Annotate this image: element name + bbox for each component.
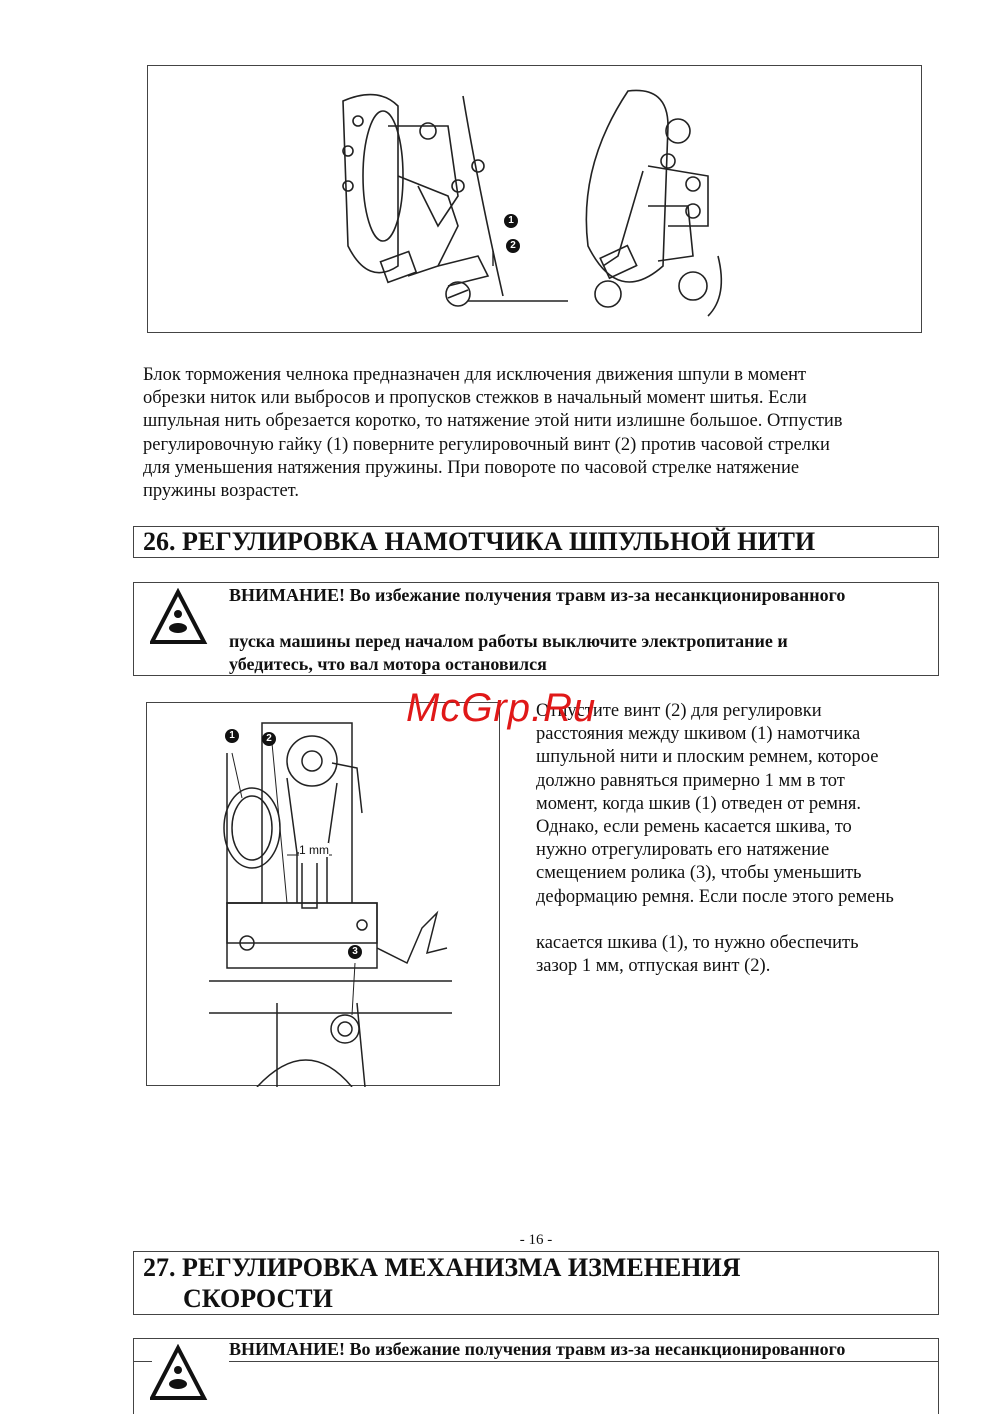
text-line: обрезки ниток или выбросов и пропусков стежков в начальный момент шитья. Если [143,388,807,409]
hand-hazard-warning-icon [150,1344,210,1404]
watermark: McGrp.Ru [406,686,597,730]
blank-line [536,909,956,932]
text-line: расстояния между шкивом (1) намотчика [536,724,861,745]
callout-1: 1 [504,214,518,228]
text-line: шпульная нить обрезается коротко, то натяжение этой нити излишне большое. Отпустив [143,411,843,432]
section-27-heading-box [133,1251,939,1315]
text-line: должно равняться примерно 1 мм в тот [536,770,845,791]
callout-2: 2 [262,732,276,746]
warning-box [133,582,939,676]
warning-line: убедитесь, что вал мотора остановился [229,654,547,674]
text-line: для уменьшения натяжения пружины. При повороте по часовой стрелке натяжение [143,457,800,478]
dimension-label: 1 mm [299,843,329,857]
callout-2: 2 [506,239,520,253]
section-27-title-line1: 27. РЕГУЛИРОВКА МЕХАНИЗМА ИЗМЕНЕНИЯ [143,1253,741,1282]
warning-box-2 [133,1338,939,1414]
divider [229,1361,938,1362]
bobbin-winder-illustration [147,703,501,1087]
bobbin-winder-instructions [536,700,956,978]
text-line: нужно отрегулировать его натяжение [536,840,830,861]
text-line: Блок торможения челнока предназначен для исключения движения шпули в момент [143,365,807,385]
text-line: смещением ролика (3), чтобы уменьшить [536,863,862,884]
callout-3: 3 [348,945,362,959]
text-line: шпульной нити и плоским ремнем, которое [536,747,879,768]
text-line: пружины возрастет. [143,481,300,502]
brake-description [143,364,943,503]
text-line: деформацию ремня. Если после этого ремень [536,886,894,907]
text-line: Отпустите винт (2) для регулировки [536,701,822,721]
text-line: касается шкива (1), то нужно обеспечить [536,933,859,954]
text-line: момент, когда шкив (1) отведен от ремня. [536,793,862,814]
brake-figure-frame [147,65,922,333]
warning-line: ВНИМАНИЕ! Во избежание получения травм из-за несанкционированного [229,1339,846,1359]
text-line: Однако, если ремень касается шкива, то [536,817,852,838]
warning-line: ВНИМАНИЕ! Во избежание получения травм из-за несанкционированного [229,585,846,605]
section-27-title-line2: СКОРОСТИ [183,1284,333,1313]
section-26-title: 26. РЕГУЛИРОВКА НАМОТЧИКА ШПУЛЬНОЙ НИТИ [143,527,816,556]
page-number: - 16 - [519,1232,553,1248]
bobbin-winder-figure-frame [146,702,500,1086]
shuttle-brake-illustration [148,66,923,334]
hand-hazard-warning-icon [150,588,210,648]
warning-line: пуска машины перед началом работы выключите электропитание и [229,631,788,651]
section-26-heading-box [133,526,939,558]
text-line: зазор 1 мм, отпуская винт (2). [536,956,771,977]
callout-1: 1 [225,729,239,743]
text-line: регулировочную гайку (1) поверните регулировочный винт (2) против часовой стрелки [143,434,830,455]
